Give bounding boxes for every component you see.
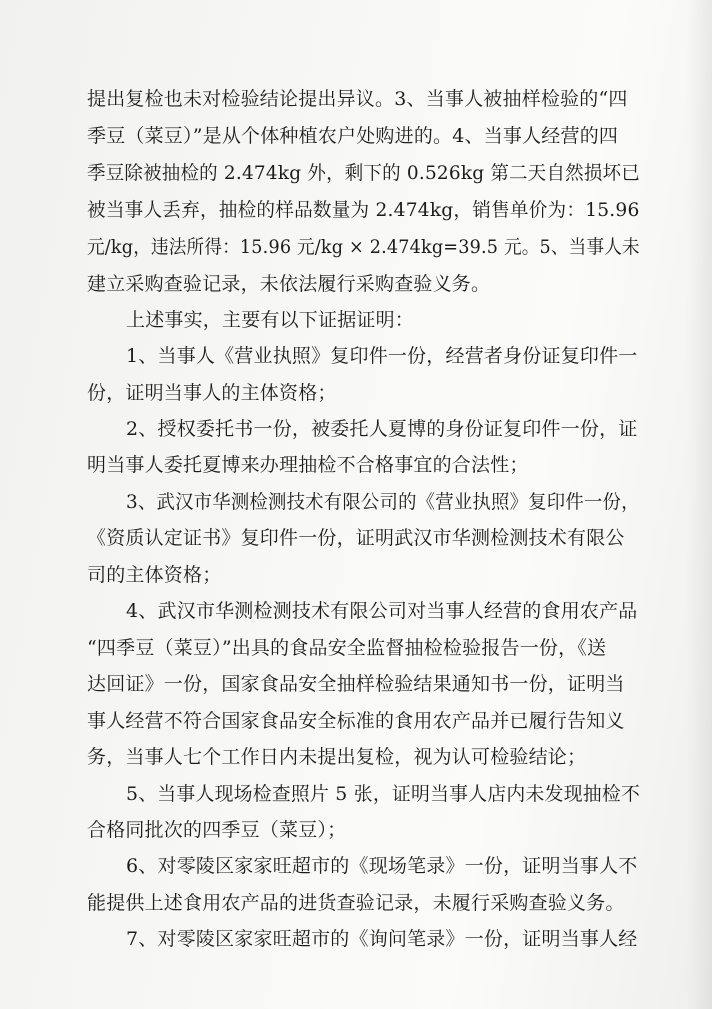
evidence-item-1: 1、当事人《营业执照》复印件一份，经营者身份证复印件一 — [126, 345, 638, 367]
body-line: 元/kg，违法所得：15.96 元/kg × 2.474kg=39.5 元。5、当事人未 — [87, 236, 640, 258]
evidence-item-5: 5、当事人现场检查照片 5 张，证明当事人店内未发现抽检不 — [126, 783, 641, 805]
body-line: 司的主体资格； — [87, 564, 222, 586]
body-line: 能提供上述食用农产品的进货查验记录，未履行采购查验义务。 — [87, 892, 625, 914]
body-line: 建立采购查验记录，未依法履行采购查验义务。 — [87, 273, 491, 295]
body-line: 季豆除被抽检的 2.474kg 外，剩下的 0.526kg 第二天自然损坏已 — [87, 162, 640, 184]
body-line: 事人经营不符合国家食品安全标准的食用农产品并已履行告知义 — [87, 710, 625, 732]
paragraph-intro: 上述事实，主要有以下证据证明： — [126, 309, 415, 331]
body-line: 达回证》一份，国家食品安全抽样检验结果通知书一份，证明当 — [87, 673, 625, 695]
evidence-item-2: 2、授权委托书一份，被委托人夏博的身份证复印件一份，证 — [126, 418, 638, 440]
body-line: 明当事人委托夏博来办理抽检不合格事宜的合法性； — [87, 454, 529, 476]
body-line: 合格同批次的四季豆（菜豆）； — [87, 819, 347, 841]
evidence-item-4: 4、武汉市华测检测技术有限公司对当事人经营的食用农产品 — [126, 600, 638, 622]
body-line: 季豆（菜豆）”是从个体种植农户处购进的。4、当事人经营的四 — [87, 125, 619, 147]
body-line: 份，证明当事人的主体资格； — [87, 382, 337, 404]
body-line: 《资质认定证书》复印件一份，证明武汉市华测检测技术有限公 — [87, 527, 625, 549]
page-edge-shadow — [686, 0, 712, 1009]
body-line: 务，当事人七个工作日内未提出复检，视为认可检验结论； — [87, 746, 587, 768]
body-line: 被当事人丢弃，抽检的样品数量为 2.474kg，销售单价为：15.96 — [87, 199, 640, 221]
evidence-item-3: 3、武汉市华测检测技术有限公司的《营业执照》复印件一份， — [126, 491, 640, 513]
evidence-item-7: 7、对零陵区家家旺超市的《询问笔录》一份，证明当事人经 — [126, 928, 638, 950]
body-line: 提出复检也未对检验结论提出异议。3、当事人被抽样检验的“四 — [87, 88, 628, 110]
body-line: “四季豆（菜豆）”出具的食品安全监督抽检检验报告一份，《送 — [87, 637, 607, 659]
evidence-item-6: 6、对零陵区家家旺超市的《现场笔录》一份，证明当事人不 — [126, 855, 638, 877]
